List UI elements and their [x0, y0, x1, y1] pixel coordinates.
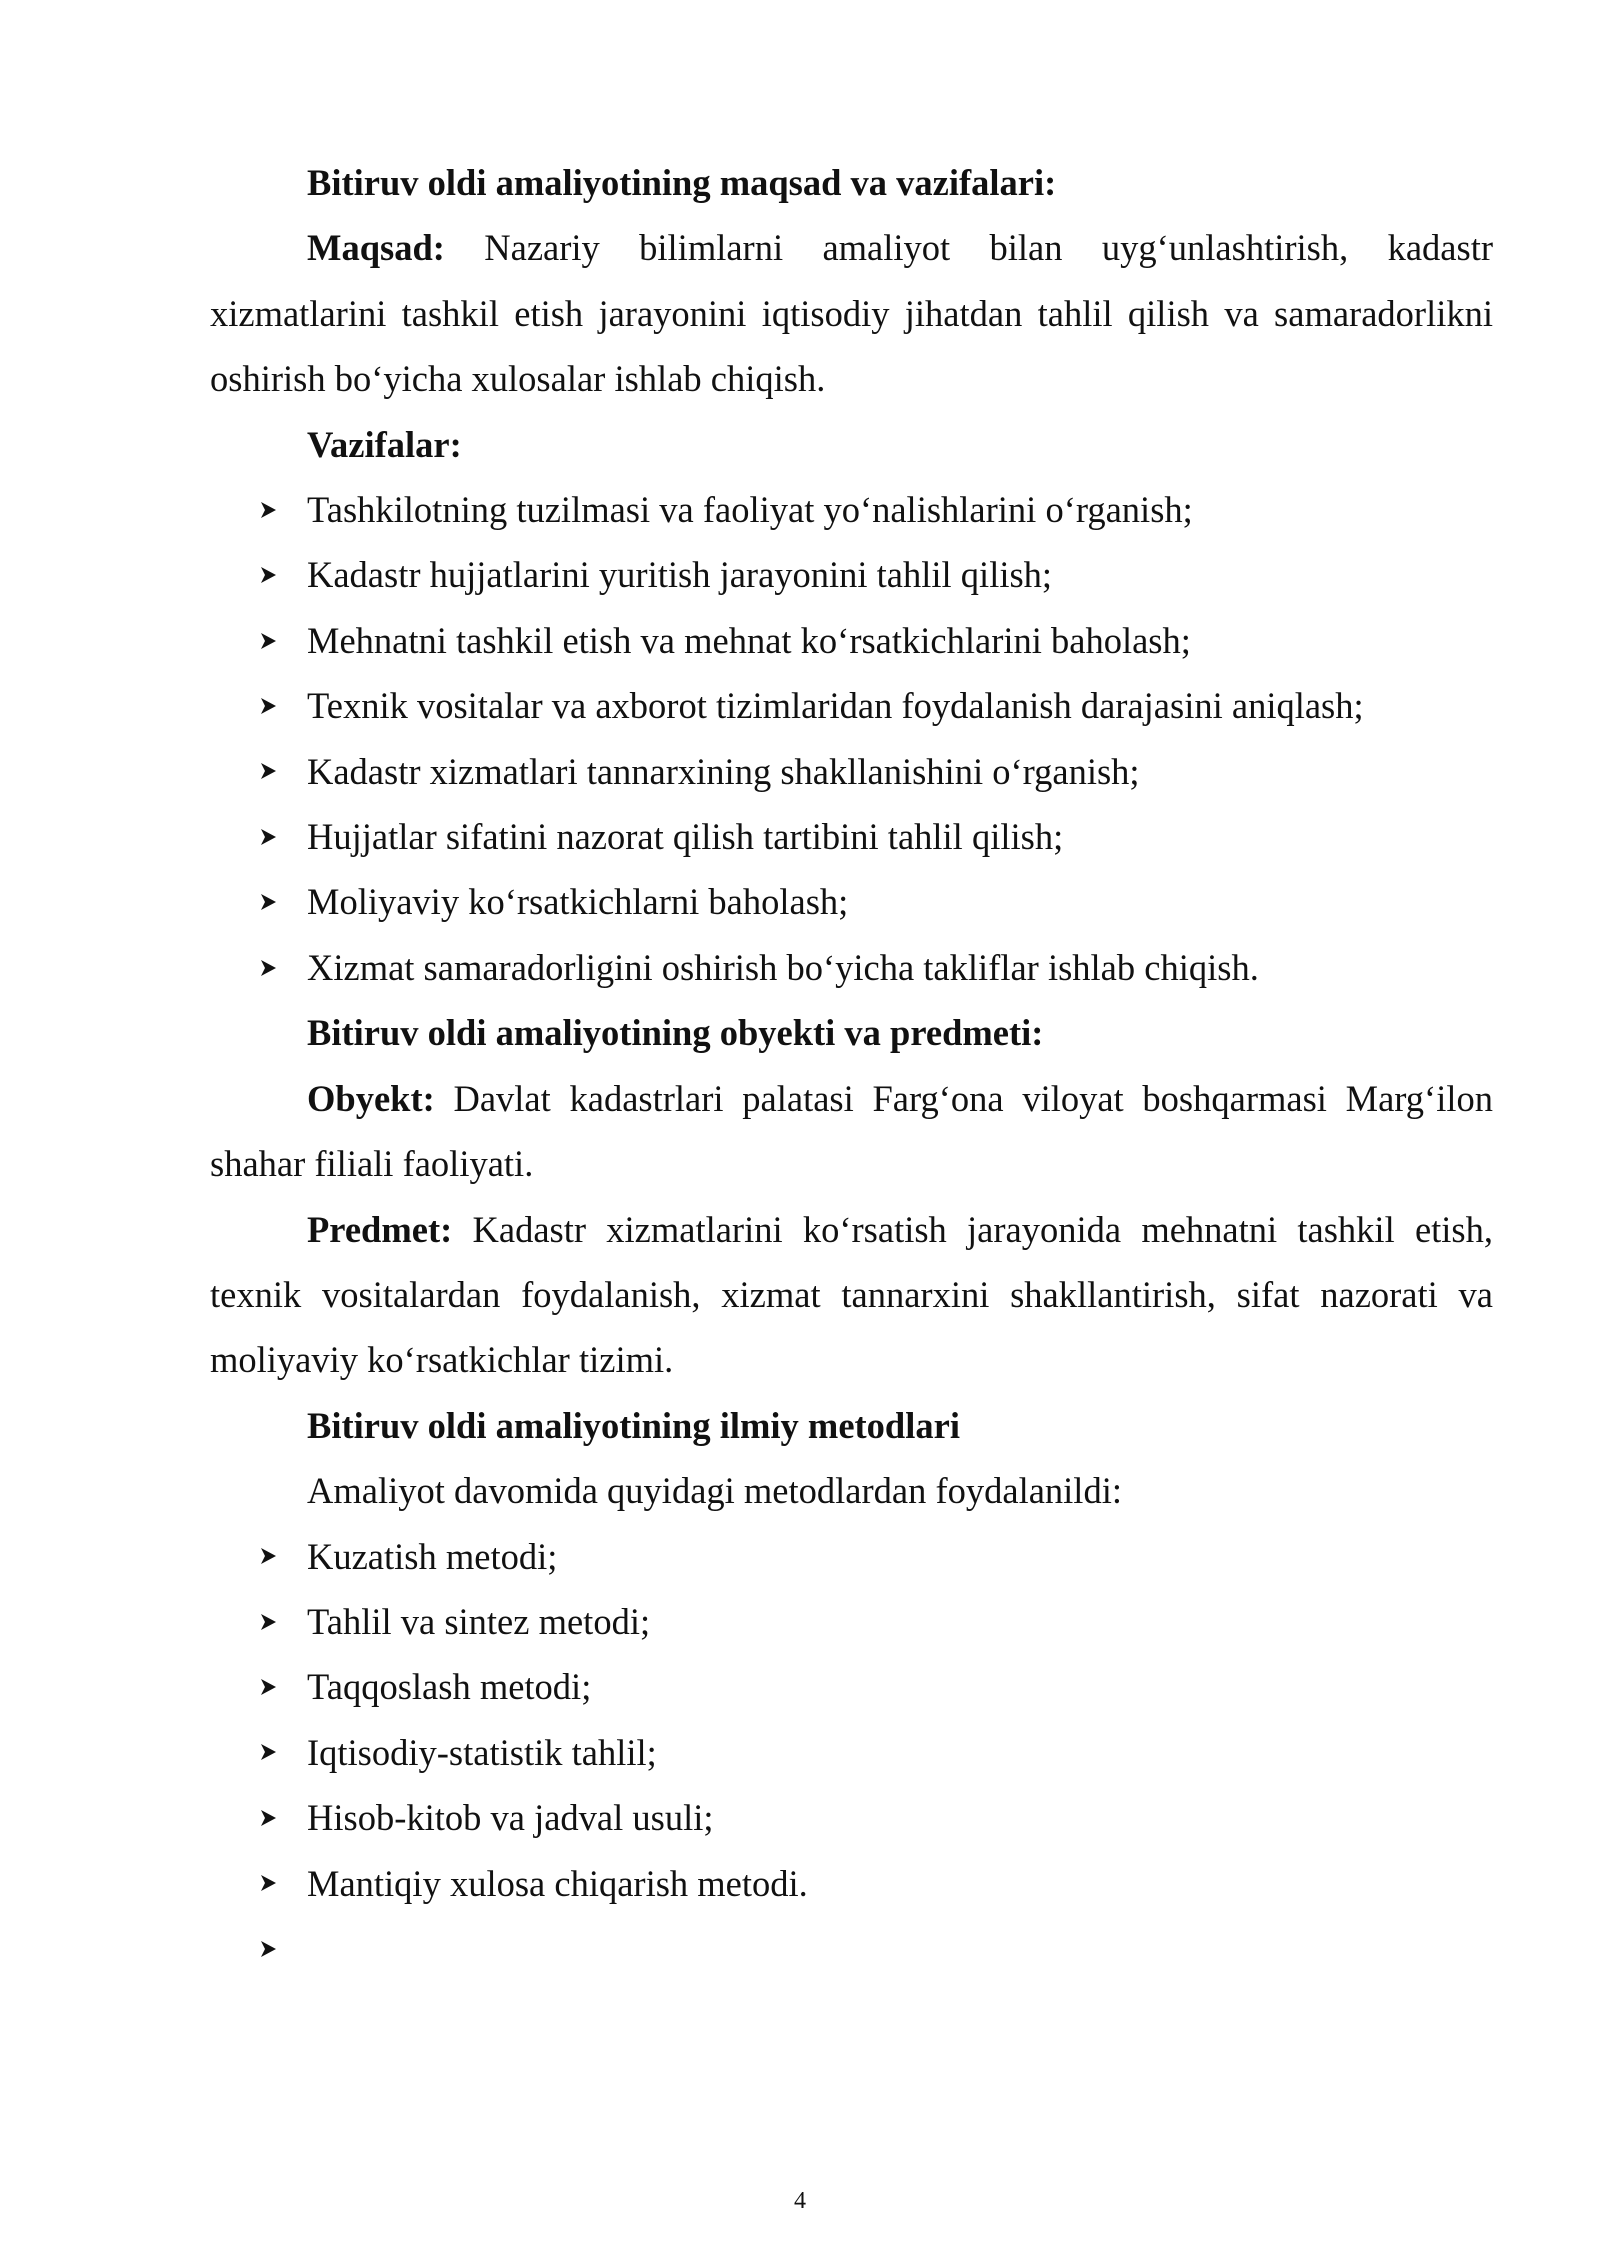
arrowhead-bullet-icon [260, 1524, 280, 1589]
list-item [210, 542, 1493, 607]
list-item-text: Kadastr xizmatlari tannarxining shakllanishini o‘rganish; [307, 750, 1140, 792]
arrowhead-bullet-icon [260, 673, 280, 738]
list-item-text: Hisob-kitob va jadval usuli; [307, 1797, 714, 1839]
list-item [210, 673, 1493, 738]
goal-text: Nazariy bilimlarni amaliyot bilan uyg‘unlashtirish, kadastr xizmatlarini tashkil etish jarayonini iqtisodiy jihatdan tahlil qilish va samaradorlikni oshirish bo‘yicha xulosalar ishlab chiqish. [210, 227, 1493, 400]
object-paragraph [210, 1066, 1493, 1197]
object-text: Davlat kadastrlari palatasi Farg‘ona viloyat boshqarmasi Marg‘ilon shahar filiali faoliyati. [210, 1077, 1493, 1185]
arrowhead-bullet-icon [260, 1589, 280, 1654]
list-item [210, 477, 1493, 542]
goal-paragraph [210, 215, 1493, 411]
arrowhead-bullet-icon [260, 804, 280, 869]
tasks-list [210, 477, 1493, 1000]
list-item [210, 1654, 1493, 1719]
subject-paragraph [210, 1197, 1493, 1393]
list-item-text: Tahlil va sintez metodi; [307, 1600, 651, 1642]
arrowhead-bullet-icon [260, 542, 280, 607]
list-item [210, 1785, 1493, 1850]
list-item [210, 1524, 1493, 1589]
list-item-text: Moliyaviy ko‘rsatkichlarni baholash; [307, 881, 849, 923]
list-item-text: Xizmat samaradorligini oshirish bo‘yicha takliflar ishlab chiqish. [307, 946, 1259, 988]
subject-text: Kadastr xizmatlarini ko‘rsatish jarayonida mehnatni tashkil etish, texnik vositalardan foydalanish, xizmat tannarxini shakllantirish, sifat nazorati va moliyaviy ko‘rsatkichlar tizimi. [210, 1208, 1494, 1381]
list-item-text: Kuzatish metodi; [307, 1535, 558, 1577]
goal-label: Maqsad: [307, 227, 445, 269]
arrowhead-bullet-icon [260, 1851, 280, 1916]
section-heading-object: Bitiruv oldi amaliyotining obyekti va predmeti: [307, 1012, 1044, 1054]
list-item-text: Taqqoslash metodi; [307, 1666, 592, 1708]
list-item-text: Texnik vositalar va axborot tizimlaridan foydalanish darajasini aniqlash; [307, 685, 1364, 727]
arrowhead-bullet-icon [260, 477, 280, 542]
arrowhead-bullet-icon [260, 1720, 280, 1785]
list-item-text: Kadastr hujjatlarini yuritish jarayonini tahlil qilish; [307, 554, 1053, 596]
methods-intro: Amaliyot davomida quyidagi metodlardan foydalanildi: [307, 1470, 1122, 1512]
list-item-text: Mehnatni tashkil etish va mehnat ko‘rsatkichlarini baholash; [307, 619, 1191, 661]
list-item [210, 739, 1493, 804]
arrowhead-bullet-icon [260, 1654, 280, 1719]
arrowhead-bullet-icon [260, 1785, 280, 1850]
list-item-text: Hujjatlar sifatini nazorat qilish tartibini tahlil qilish; [307, 816, 1064, 858]
list-item [210, 869, 1493, 934]
list-item-text: Iqtisodiy-statistik tahlil; [307, 1731, 657, 1773]
list-item [210, 1589, 1493, 1654]
list-item-text: Tashkilotning tuzilmasi va faoliyat yo‘nalishlarini o‘rganish; [307, 489, 1193, 531]
object-label: Obyekt: [307, 1077, 435, 1119]
tasks-heading: Vazifalar: [307, 423, 462, 465]
list-item [210, 1851, 1493, 1916]
methods-list [210, 1524, 1493, 1916]
arrowhead-bullet-icon [260, 739, 280, 804]
list-item-text: Mantiqiy xulosa chiqarish metodi. [307, 1862, 808, 1904]
list-item [210, 804, 1493, 869]
arrowhead-bullet-icon [260, 1916, 280, 1981]
page-number: 4 [794, 2188, 806, 2214]
arrowhead-bullet-icon [260, 608, 280, 673]
list-item [210, 608, 1493, 673]
list-item [210, 1720, 1493, 1785]
list-item [210, 935, 1493, 1000]
subject-label: Predmet: [307, 1208, 453, 1250]
arrowhead-bullet-icon [260, 935, 280, 1000]
arrowhead-bullet-icon [260, 869, 280, 934]
section-heading-methods: Bitiruv oldi amaliyotining ilmiy metodlari [307, 1404, 960, 1446]
section-heading-goals: Bitiruv oldi amaliyotining maqsad va vazifalari: [307, 162, 1057, 203]
document-page [210, 150, 1493, 1916]
